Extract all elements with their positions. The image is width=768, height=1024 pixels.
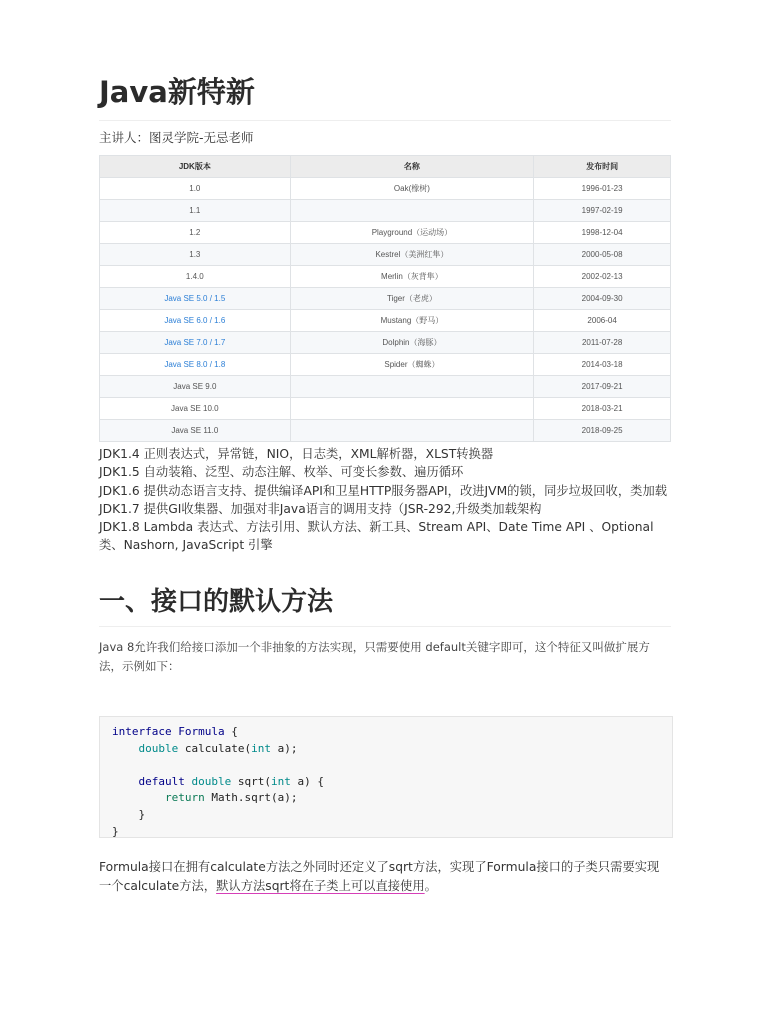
table-row [100,266,671,288]
cell-version[interactable]: Java SE 5.0 / 1.5 [100,288,291,310]
feature-list [99,445,671,555]
feature-jdk18: JDK1.8 Lambda 表达式、方法引用、默认方法、新工具、Stream API、Date Time API 、Optional 类、Nashorn, JavaScript 引擎 [99,520,654,553]
cell-date: 2004-09-30 [534,288,671,310]
table-row [100,244,671,266]
section-heading: 一、接口的默认方法 [99,584,671,627]
cell-date: 2011-07-28 [534,332,671,354]
table-row [100,200,671,222]
cell-version: 1.1 [100,200,291,222]
code-keyword: default [138,774,185,788]
cell-name: Mustang（野马） [290,310,534,332]
cell-date: 2017-09-21 [534,376,671,398]
cell-date: 2018-09-25 [534,420,671,442]
cell-version[interactable]: Java SE 8.0 / 1.8 [100,354,291,376]
cell-name [290,398,534,420]
code-type: int [270,774,291,788]
table-header-row [100,156,671,178]
cell-version: 1.0 [100,178,291,200]
closing-end: 。 [424,879,437,893]
jdk-version-table [99,155,671,442]
cell-date: 2006-04 [534,310,671,332]
page-title: Java新特新 [99,72,671,121]
feature-jdk14: JDK1.4 正则表达式，异常链，NIO，日志类，XML解析器，XLST转换器 [99,447,494,461]
cell-name: Tiger（老虎） [290,288,534,310]
code-keyword: interface [112,725,172,738]
header-name: 名称 [290,156,534,178]
code-text: { [224,725,238,738]
cell-version: Java SE 10.0 [100,398,291,420]
table-row [100,222,671,244]
closing-plain: Formula接口在拥有calculate方法之外同时还定义了sqrt方法，实现了Formula接口的子类只需要实现一个calculate方法， [99,860,660,893]
table-row [100,310,671,332]
cell-name: Spider（蜘蛛） [290,354,534,376]
cell-date: 1997-02-19 [534,200,671,222]
code-text: } [112,824,119,838]
intro-text: Java 8允许我们给接口添加一个非抽象的方法实现，只需要使用 default关键字即可，这个特征又叫做扩展方法，示例如下： [99,640,650,673]
code-text: a) { [290,774,324,788]
cell-name: Dolphin（海豚） [290,332,534,354]
cell-name: Kestrel（美洲红隼） [290,244,534,266]
cell-name [290,200,534,222]
code-interface-name: Formula [178,725,225,738]
closing-highlight: 默认方法sqrt将在子类上可以直接使用 [216,879,425,893]
table-row [100,376,671,398]
feature-jdk17: JDK1.7 提供GI收集器、加强对非Java语言的调用支持（JSR-292,升级类加载架构 [99,501,542,516]
table-row [100,398,671,420]
cell-version: Java SE 9.0 [100,376,291,398]
code-type: int [251,741,271,755]
cell-name: Oak(橡树) [290,178,534,200]
table-row [100,420,671,442]
table-row [100,332,671,354]
cell-date: 2000-05-08 [534,244,671,266]
author-line: 主讲人：图灵学院-无忌老师 [99,130,254,145]
cell-date: 2002-02-13 [534,266,671,288]
cell-date: 1996-01-23 [534,178,671,200]
cell-date: 2018-03-21 [534,398,671,420]
cell-name: Merlin（灰背隼） [290,266,534,288]
cell-name [290,420,534,442]
closing-paragraph [99,858,671,896]
code-type: double [191,774,232,788]
code-text: calculate( [178,741,252,755]
table-row [100,288,671,310]
cell-version: 1.3 [100,244,291,266]
cell-date: 1998-12-04 [534,222,671,244]
section-intro [99,638,671,676]
table-row [100,178,671,200]
code-text: sqrt( [231,774,271,788]
code-text: a); [270,741,298,755]
cell-version: 1.2 [100,222,291,244]
code-type: double [138,741,179,755]
cell-date: 2014-03-18 [534,354,671,376]
code-keyword: return [164,791,205,805]
cell-version: Java SE 11.0 [100,420,291,442]
cell-version[interactable]: Java SE 6.0 / 1.6 [100,310,291,332]
code-block[interactable] [99,716,673,838]
header-date: 发布时间 [534,156,671,178]
code-text: } [138,807,146,821]
header-version: JDK版本 [100,156,291,178]
cell-name: Playground（运动场） [290,222,534,244]
table-row [100,354,671,376]
feature-jdk15: JDK1.5 自动装箱、泛型、动态注解、枚举、可变长参数、遍历循环 [99,465,464,480]
cell-version: 1.4.0 [100,266,291,288]
feature-jdk16: JDK1.6 提供动态语言支持、提供编译API和卫星HTTP服务器API，改进JVM的锁，同步垃圾回收，类加载 [99,483,668,498]
cell-version[interactable]: Java SE 7.0 / 1.7 [100,332,291,354]
cell-name [290,376,534,398]
closing-text [99,858,671,896]
code-text: Math.sqrt(a); [204,791,298,805]
